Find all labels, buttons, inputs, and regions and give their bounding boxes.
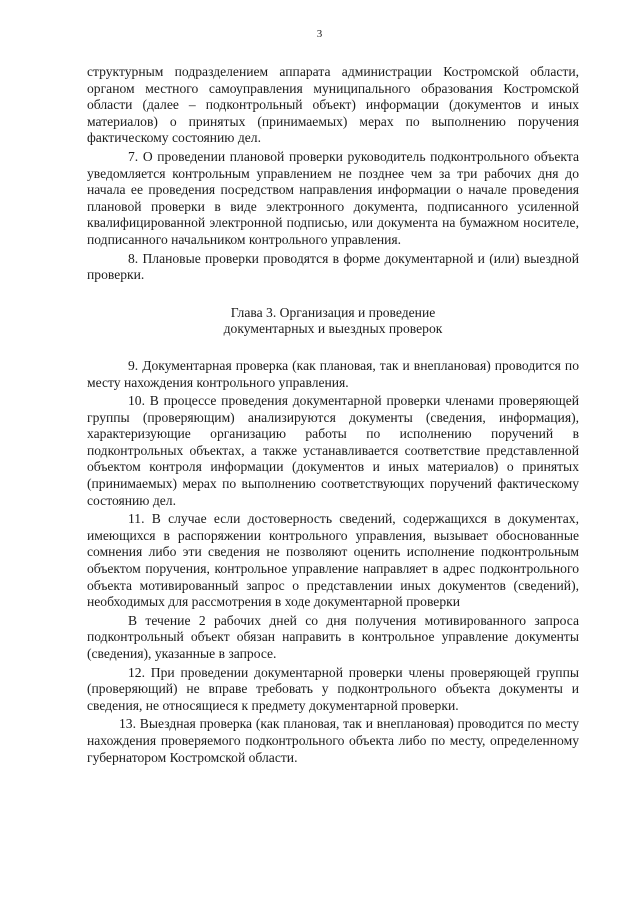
paragraph-12: 12. При проведении документарной проверки члены проверяющей группы (проверяющий) не вправе требовать у подконтрольного объекта документы и сведения, не относящиеся к предмету документарной проверки. <box>87 664 579 713</box>
page-number: 3 <box>316 28 323 40</box>
paragraph-continuation: структурным подразделением аппарата администрации Костромской области, органом местного самоуправления муниципального образования Костромской области (далее – подконтрольный объект) информации (документов и иных материалов) о принятых (принимаемых) мерах по выполнению поручения фактическому состоянию дел. <box>87 64 579 146</box>
document-body <box>87 64 579 766</box>
paragraph-7: 7. О проведении плановой проверки руководитель подконтрольного объекта уведомляется контрольным управлением не позднее чем за три рабочих дня до начала ее проведения посредством направления информации о начале проведения плановой проверки в виде электронного документа, подписанного усиленной квалифицированной электронной подписью, или документа на бумажном носителе, подписанного начальником контрольного управления. <box>87 148 579 247</box>
paragraph-11-continued: В течение 2 рабочих дней со дня получения мотивированного запроса подконтрольный объект обязан направить в контрольное управление документы (сведения), указанные в запросе. <box>87 612 579 661</box>
chapter-heading <box>87 305 579 338</box>
chapter-heading-line-1: Глава 3. Организация и проведение <box>230 304 436 320</box>
paragraph-9: 9. Документарная проверка (как плановая, так и внеплановая) проводится по месту нахождения контрольного управления. <box>87 357 579 390</box>
paragraph-10: 10. В процессе проведения документарной проверки членами проверяющей группы (проверяющим) анализируются документы (сведения, информация), характеризующие организацию работы по исполнению поручений в подконтрольных объектах, а также устанавливается соответствие представленной объектом контроля информации (документов и иных материалов) о принятых (принимаемых) мерах по выполнению соответствующих поручений фактическому состоянию дел. <box>87 393 579 508</box>
paragraph-8: 8. Плановые проверки проводятся в форме документарной и (или) выездной проверки. <box>87 250 579 283</box>
chapter-heading-line-2: документарных и выездных проверок <box>223 321 443 337</box>
paragraph-11: 11. В случае если достоверность сведений, содержащихся в документах, имеющихся в распоряжении контрольного управления, вызывает обоснованные сомнения либо эти сведения не позволяют оценить исполнение подконтрольным объектом поручения, контрольное управление направляет в адрес подконтрольного объекта мотивированный запрос о представлении иных документов (сведений), необходимых для рассмотрения в ходе документарной проверки <box>87 511 579 610</box>
paragraph-13: 13. Выездная проверка (как плановая, так и внеплановая) проводится по месту нахождения проверяемого подконтрольного объекта либо по месту, определенному губернатором Костромской области. <box>87 716 579 765</box>
